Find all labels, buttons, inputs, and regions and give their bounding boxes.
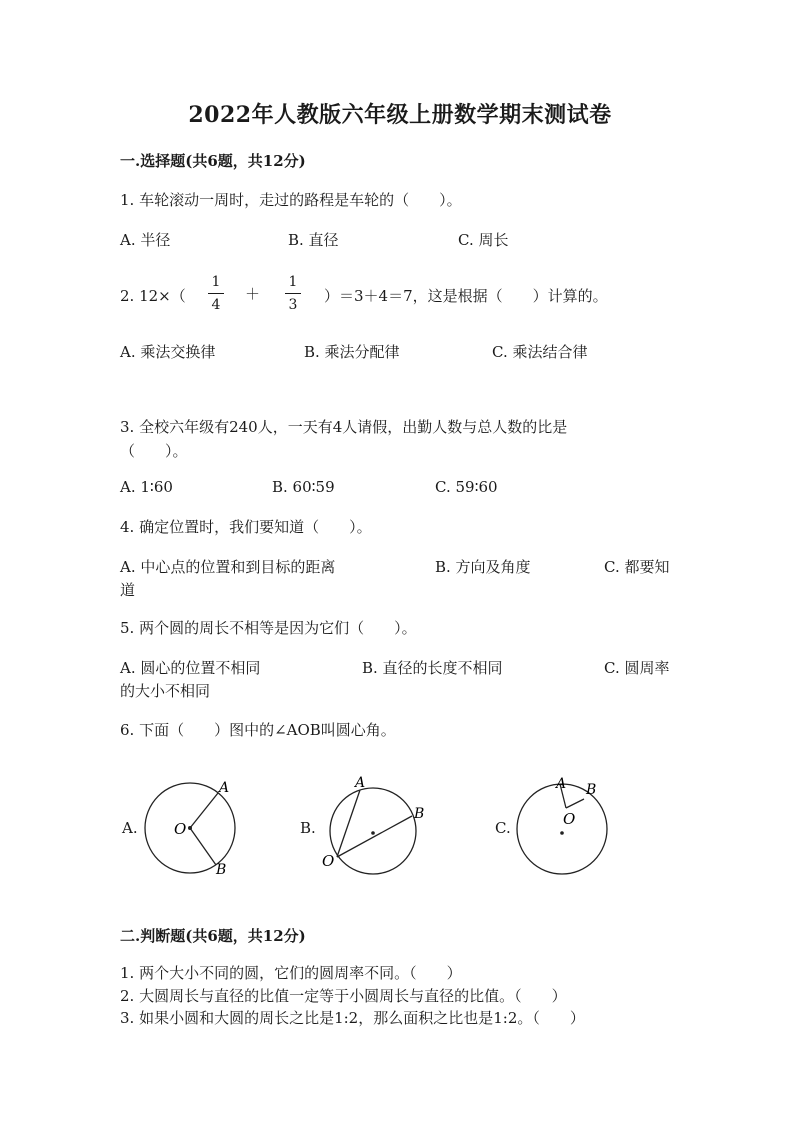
question-1-option-c: C. 周长 bbox=[458, 231, 509, 249]
point-b-label: B bbox=[414, 806, 425, 822]
question-2-prefix: 2. 12×（ bbox=[120, 287, 186, 305]
figure-c-label: C. bbox=[495, 819, 511, 837]
fraction-bar bbox=[285, 293, 301, 294]
point-o-label: O bbox=[322, 852, 335, 870]
point-o-label: O bbox=[563, 810, 576, 828]
plus-sign: ＋ bbox=[245, 285, 261, 303]
question-3-option-a: A. 1∶60 bbox=[120, 478, 173, 496]
question-5-option-a: A. 圆心的位置不相同 bbox=[120, 659, 261, 677]
question-2-option-b: B. 乘法分配律 bbox=[304, 343, 400, 361]
section-heading-choice: 一.选择题(共6题，共12分) bbox=[120, 152, 306, 170]
figure-a-circle bbox=[140, 775, 250, 880]
question-3-stem-cont: （ ）。 bbox=[120, 442, 188, 460]
question-5-option-c-cont: 的大小不相同 bbox=[120, 682, 211, 700]
figure-b-label: B. bbox=[300, 819, 316, 837]
fraction-denominator: 4 bbox=[211, 297, 221, 313]
question-3-option-c: C. 59∶60 bbox=[435, 478, 498, 496]
question-4-stem: 4. 确定位置时，我们要知道（ ）。 bbox=[120, 518, 372, 536]
point-b-label: B bbox=[586, 782, 597, 798]
figure-a-label: A. bbox=[122, 819, 138, 837]
figure-b-circle bbox=[315, 772, 435, 880]
point-a-label: A bbox=[355, 775, 366, 791]
point-a-label: A bbox=[556, 776, 567, 792]
question-4-option-b: B. 方向及角度 bbox=[435, 558, 531, 576]
question-4-option-c-cont: 道 bbox=[120, 581, 136, 599]
fraction-numerator: 1 bbox=[211, 274, 221, 290]
fraction-one-third bbox=[283, 273, 303, 314]
question-2-suffix: ）＝3＋4＝7，这是根据（ ）计算的。 bbox=[324, 287, 608, 305]
fraction-denominator: 3 bbox=[288, 297, 298, 313]
fraction-bar bbox=[208, 293, 224, 294]
question-3-option-b: B. 60∶59 bbox=[272, 478, 335, 496]
figure-c-circle bbox=[508, 772, 620, 880]
question-6-stem: 6. 下面（ ）图中的∠AOB叫圆心角。 bbox=[120, 721, 396, 739]
question-5-option-b: B. 直径的长度不相同 bbox=[362, 659, 503, 677]
point-o-label: O bbox=[174, 820, 187, 838]
fraction-numerator: 1 bbox=[288, 274, 298, 290]
judgement-item-3: 3. 如果小圆和大圆的周长之比是1:2，那么面积之比也是1:2。（ ） bbox=[120, 1009, 585, 1027]
fraction-one-quarter bbox=[206, 273, 226, 314]
question-1-option-a: A. 半径 bbox=[120, 231, 171, 249]
point-b-label: B bbox=[216, 862, 227, 878]
question-4-option-a: A. 中心点的位置和到目标的距离 bbox=[120, 558, 336, 576]
question-2-option-a: A. 乘法交换律 bbox=[120, 343, 216, 361]
section-heading-judgement: 二.判断题(共6题，共12分) bbox=[120, 927, 306, 945]
judgement-item-1: 1. 两个大小不同的圆，它们的圆周率不同。（ ） bbox=[120, 964, 462, 982]
page-title: 2022年人教版六年级上册数学期末测试卷 bbox=[188, 102, 612, 128]
question-1-option-b: B. 直径 bbox=[288, 231, 339, 249]
question-5-stem: 5. 两个圆的周长不相等是因为它们（ ）。 bbox=[120, 619, 417, 637]
question-5-option-c: C. 圆周率 bbox=[604, 659, 670, 677]
question-2-option-c: C. 乘法结合律 bbox=[492, 343, 588, 361]
question-4-option-c: C. 都要知 bbox=[604, 558, 670, 576]
point-a-label: A bbox=[219, 780, 230, 796]
question-1-stem: 1. 车轮滚动一周时，走过的路程是车轮的（ ）。 bbox=[120, 191, 462, 209]
judgement-item-2: 2. 大圆周长与直径的比值一定等于小圆周长与直径的比值。（ ） bbox=[120, 987, 567, 1005]
question-3-stem: 3. 全校六年级有240人，一天有4人请假，出勤人数与总人数的比是 bbox=[120, 418, 568, 436]
